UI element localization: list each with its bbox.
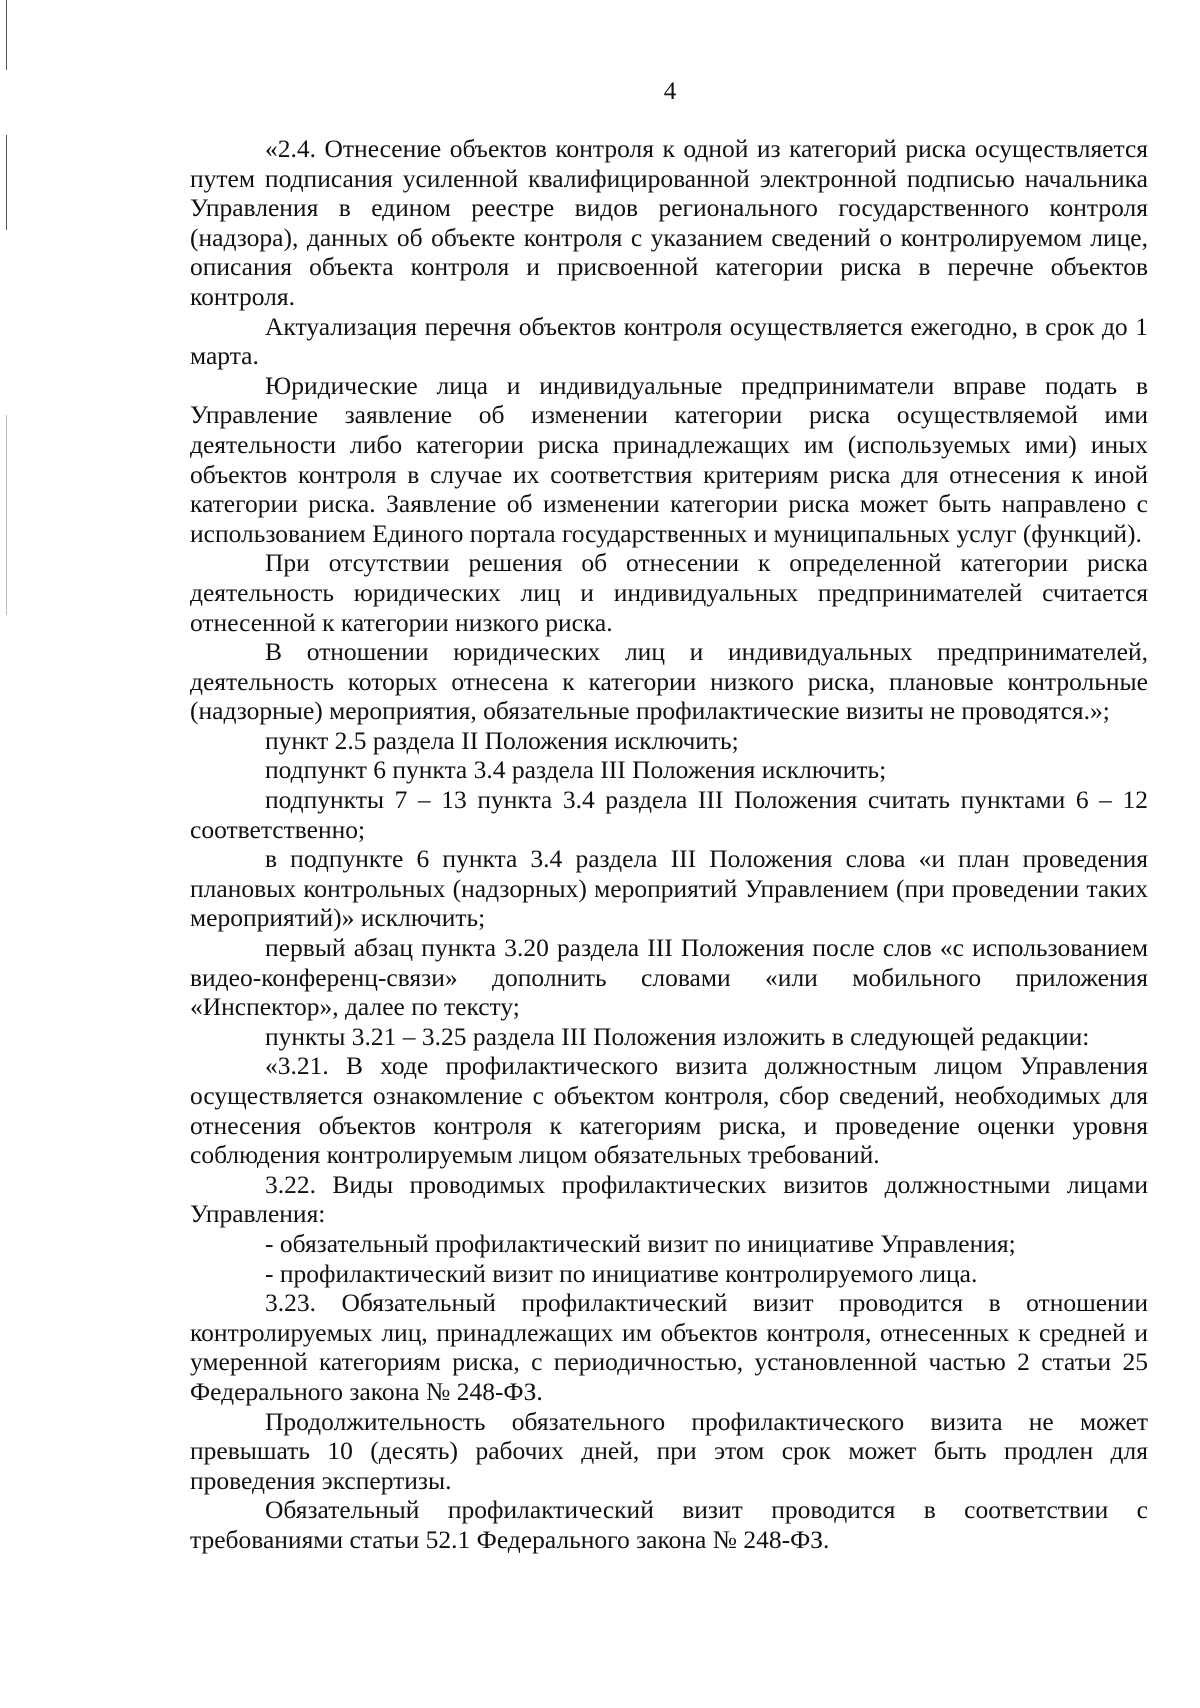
paragraph: 3.23. Обязательный профилактический визит проводится в отношении контролируемых лиц, принадлежащих им объектов контроля, отнесенных к средней и умеренной категориям риска, с периодичностью, установленной частью 2 статьи 25 Федерального закона № 248-ФЗ. <box>190 1288 1148 1406</box>
paragraph: Продолжительность обязательного профилактического визита не может превышать 10 (десять) рабочих дней, при этом срок может быть продлен для проведения экспертизы. <box>190 1406 1148 1495</box>
paragraph: Актуализация перечня объектов контроля осуществляется ежегодно, в срок до 1 марта. <box>190 311 1148 371</box>
paragraph: Юридические лица и индивидуальные предприниматели вправе подать в Управление заявление об изменении категории риска осуществляемой ими деятельности либо категории риска принадлежащих им (используемых ими) иных объектов контроля в случае их соответствия критериям риска для отнесения к иной категории риска. Заявление об изменении категории риска может быть направлено с использованием Единого портала государственных и муниципальных услуг (функций). <box>190 370 1148 548</box>
paragraph: подпункт 6 пункта 3.4 раздела III Положения исключить; <box>265 755 887 785</box>
paragraph: первый абзац пункта 3.20 раздела III Положения после слов «с использованием видео-конференц-связи» дополнить словами «или мобильного приложения «Инспектор», далее по тексту; <box>190 933 1148 1022</box>
document-body <box>190 134 1148 1555</box>
scan-edge-line <box>6 135 7 230</box>
paragraph: в подпункте 6 пункта 3.4 раздела III Положения слова «и план проведения плановых контрольных (надзорных) мероприятий Управлением (при проведении таких мероприятий)» исключить; <box>190 844 1148 933</box>
paragraph: пункты 3.21 – 3.25 раздела III Положения изложить в следующей редакции: <box>265 1021 1090 1051</box>
paragraph: подпункты 7 – 13 пункта 3.4 раздела III Положения считать пунктами 6 – 12 соответственно; <box>190 785 1148 844</box>
page-number: 4 <box>663 78 677 105</box>
paragraph: пункт 2.5 раздела II Положения исключить; <box>265 725 739 755</box>
paragraph: 3.22. Виды проводимых профилактических визитов должностными лицами Управления: <box>190 1169 1148 1229</box>
scan-edge-line <box>6 415 7 615</box>
paragraph: Обязательный профилактический визит проводится в соответствии с требованиями статьи 52.1 Федерального закона № 248-ФЗ. <box>190 1495 1148 1554</box>
paragraph: В отношении юридических лиц и индивидуальных предпринимателей, деятельность которых отнесена к категории низкого риска, плановые контрольные (надзорные) мероприятия, обязательные профилактические визиты не проводятся.»; <box>190 637 1148 726</box>
paragraph: «2.4. Отнесение объектов контроля к одной из категорий риска осуществляется путем подписания усиленной квалифицированной электронной подписью начальника Управления в едином реестре видов регионального государственного контроля (надзора), данных об объекте контроля с указанием сведений о контролируемом лице, описания объекта контроля и присвоенной категории риска в перечне объектов контроля. <box>190 134 1148 311</box>
list-item: - профилактический визит по инициативе контролируемого лица. <box>265 1258 978 1288</box>
paragraph: При отсутствии решения об отнесении к определенной категории риска деятельность юридических лиц и индивидуальных предпринимателей считается отнесенной к категории низкого риска. <box>190 548 1148 637</box>
list-item: - обязательный профилактический визит по инициативе Управления; <box>265 1228 1016 1258</box>
scan-edge-line <box>6 0 7 70</box>
paragraph: «3.21. В ходе профилактического визита должностным лицом Управления осуществляется ознакомление с объектом контроля, сбор сведений, необходимых для отнесения объектов контроля к категориям риска, и проведение оценки уровня соблюдения контролируемым лицом обязательных требований. <box>190 1051 1148 1170</box>
